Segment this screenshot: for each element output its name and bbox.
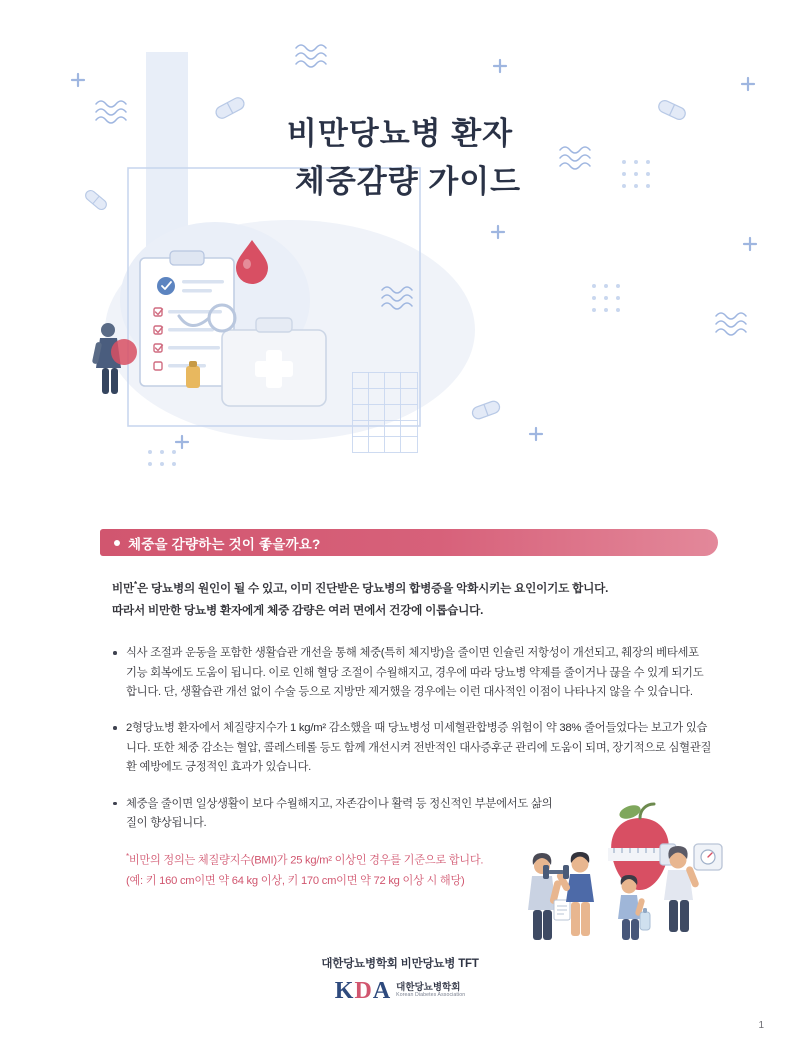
list-item: 식사 조절과 운동을 포함한 생활습관 개선을 통해 체중(특히 체지방)을 줄이면 인슐린 저항성이 개선되고, 췌장의 베타세포 기능 회복에도 도움이 됩니다. 이로 인해 혈당 조절이 수월해지고, 경우에 따라 당뇨병 약제를 줄이거나 끊을 수 있게 되기도 합니다. 단, 생활습관 개선 없이 수술 등으로 지방만 제거했을 경우에는 이런 대사적인 이점이 나타나지 않을 수 있습니다.: [112, 644, 712, 702]
logo-letter-d: D: [354, 978, 373, 1004]
logo-name-english: Korean Diabetes Association: [396, 992, 466, 999]
list-item: 2형당뇨병 환자에서 체질량지수가 1 kg/m² 감소했을 때 당뇨병성 미세혈관합병증 위험이 약 38% 줄어들었다는 보고가 있습니다. 또한 체중 감소는 혈압, 콜레스테롤 등도 함께 개선시켜 전반적인 대사증후군 관리에 도움이 되며, 장기적으로 심혈관질환 예방에도 긍정적인 효과가 있습니다.: [112, 719, 712, 777]
logo-letter-a: A: [372, 978, 392, 1004]
page-title-line-1: 비만당뇨병 환자: [286, 116, 514, 151]
lead-p1-text-after: 은 당뇨병의 원인이 될 수 있고, 이미 진단받은 당뇨병의 합병증을 악화시키는 요인이기도 합니다.: [136, 581, 609, 595]
list-item: 체중을 줄이면 일상생활이 보다 수월해지고, 자존감이나 활력 등 정신적인 부분에서도 삶의 질이 향상됩니다.: [112, 795, 556, 834]
bullet-dot-icon: [114, 540, 120, 546]
people-with-apple-illustration: [520, 800, 780, 950]
kda-logo-letters: [335, 979, 391, 1003]
footnote-obesity-definition: [112, 850, 556, 891]
asterisk-marker: *: [134, 580, 137, 589]
logo-letter-k: K: [334, 978, 355, 1004]
footer: [0, 955, 800, 1003]
kda-logo: [335, 979, 465, 1003]
lead-paragraphs: [112, 578, 712, 620]
lead-paragraph-1: [112, 578, 712, 598]
logo-name-korean: 대한당뇨병학회: [396, 981, 461, 993]
hero-background-illustration: [0, 0, 800, 520]
kda-logo-text: [396, 983, 465, 1000]
hero-section: [0, 0, 800, 520]
page-title: [0, 110, 800, 206]
page-number: 1: [758, 1020, 764, 1031]
footnote-line-2: (예: 키 160 cm이면 약 64 kg 이상, 키 170 cm이면 약 72 kg 이상 시 해당): [126, 874, 465, 887]
page-title-line-2: 체중감량 가이드: [294, 164, 522, 200]
section-header-title: 체중을 감량하는 것이 좋을까요?: [128, 536, 321, 552]
lead-p1-text-before: 비만: [112, 581, 134, 595]
footer-organization: 대한당뇨병학회 비만당뇨병 TFT: [321, 958, 479, 970]
lead-paragraph-2: 따라서 비만한 당뇨병 환자에게 체중 감량은 여러 면에서 건강에 이롭습니다.: [112, 603, 484, 617]
footnote-asterisk-icon: *: [126, 852, 129, 862]
footnote-line-1: [126, 850, 556, 871]
section-header-bar: [100, 529, 718, 556]
footnote-line-1-text: 비만의 정의는 체질량지수(BMI)가 25 kg/m² 이상인 경우를 기준으로 합니다.: [128, 855, 484, 868]
